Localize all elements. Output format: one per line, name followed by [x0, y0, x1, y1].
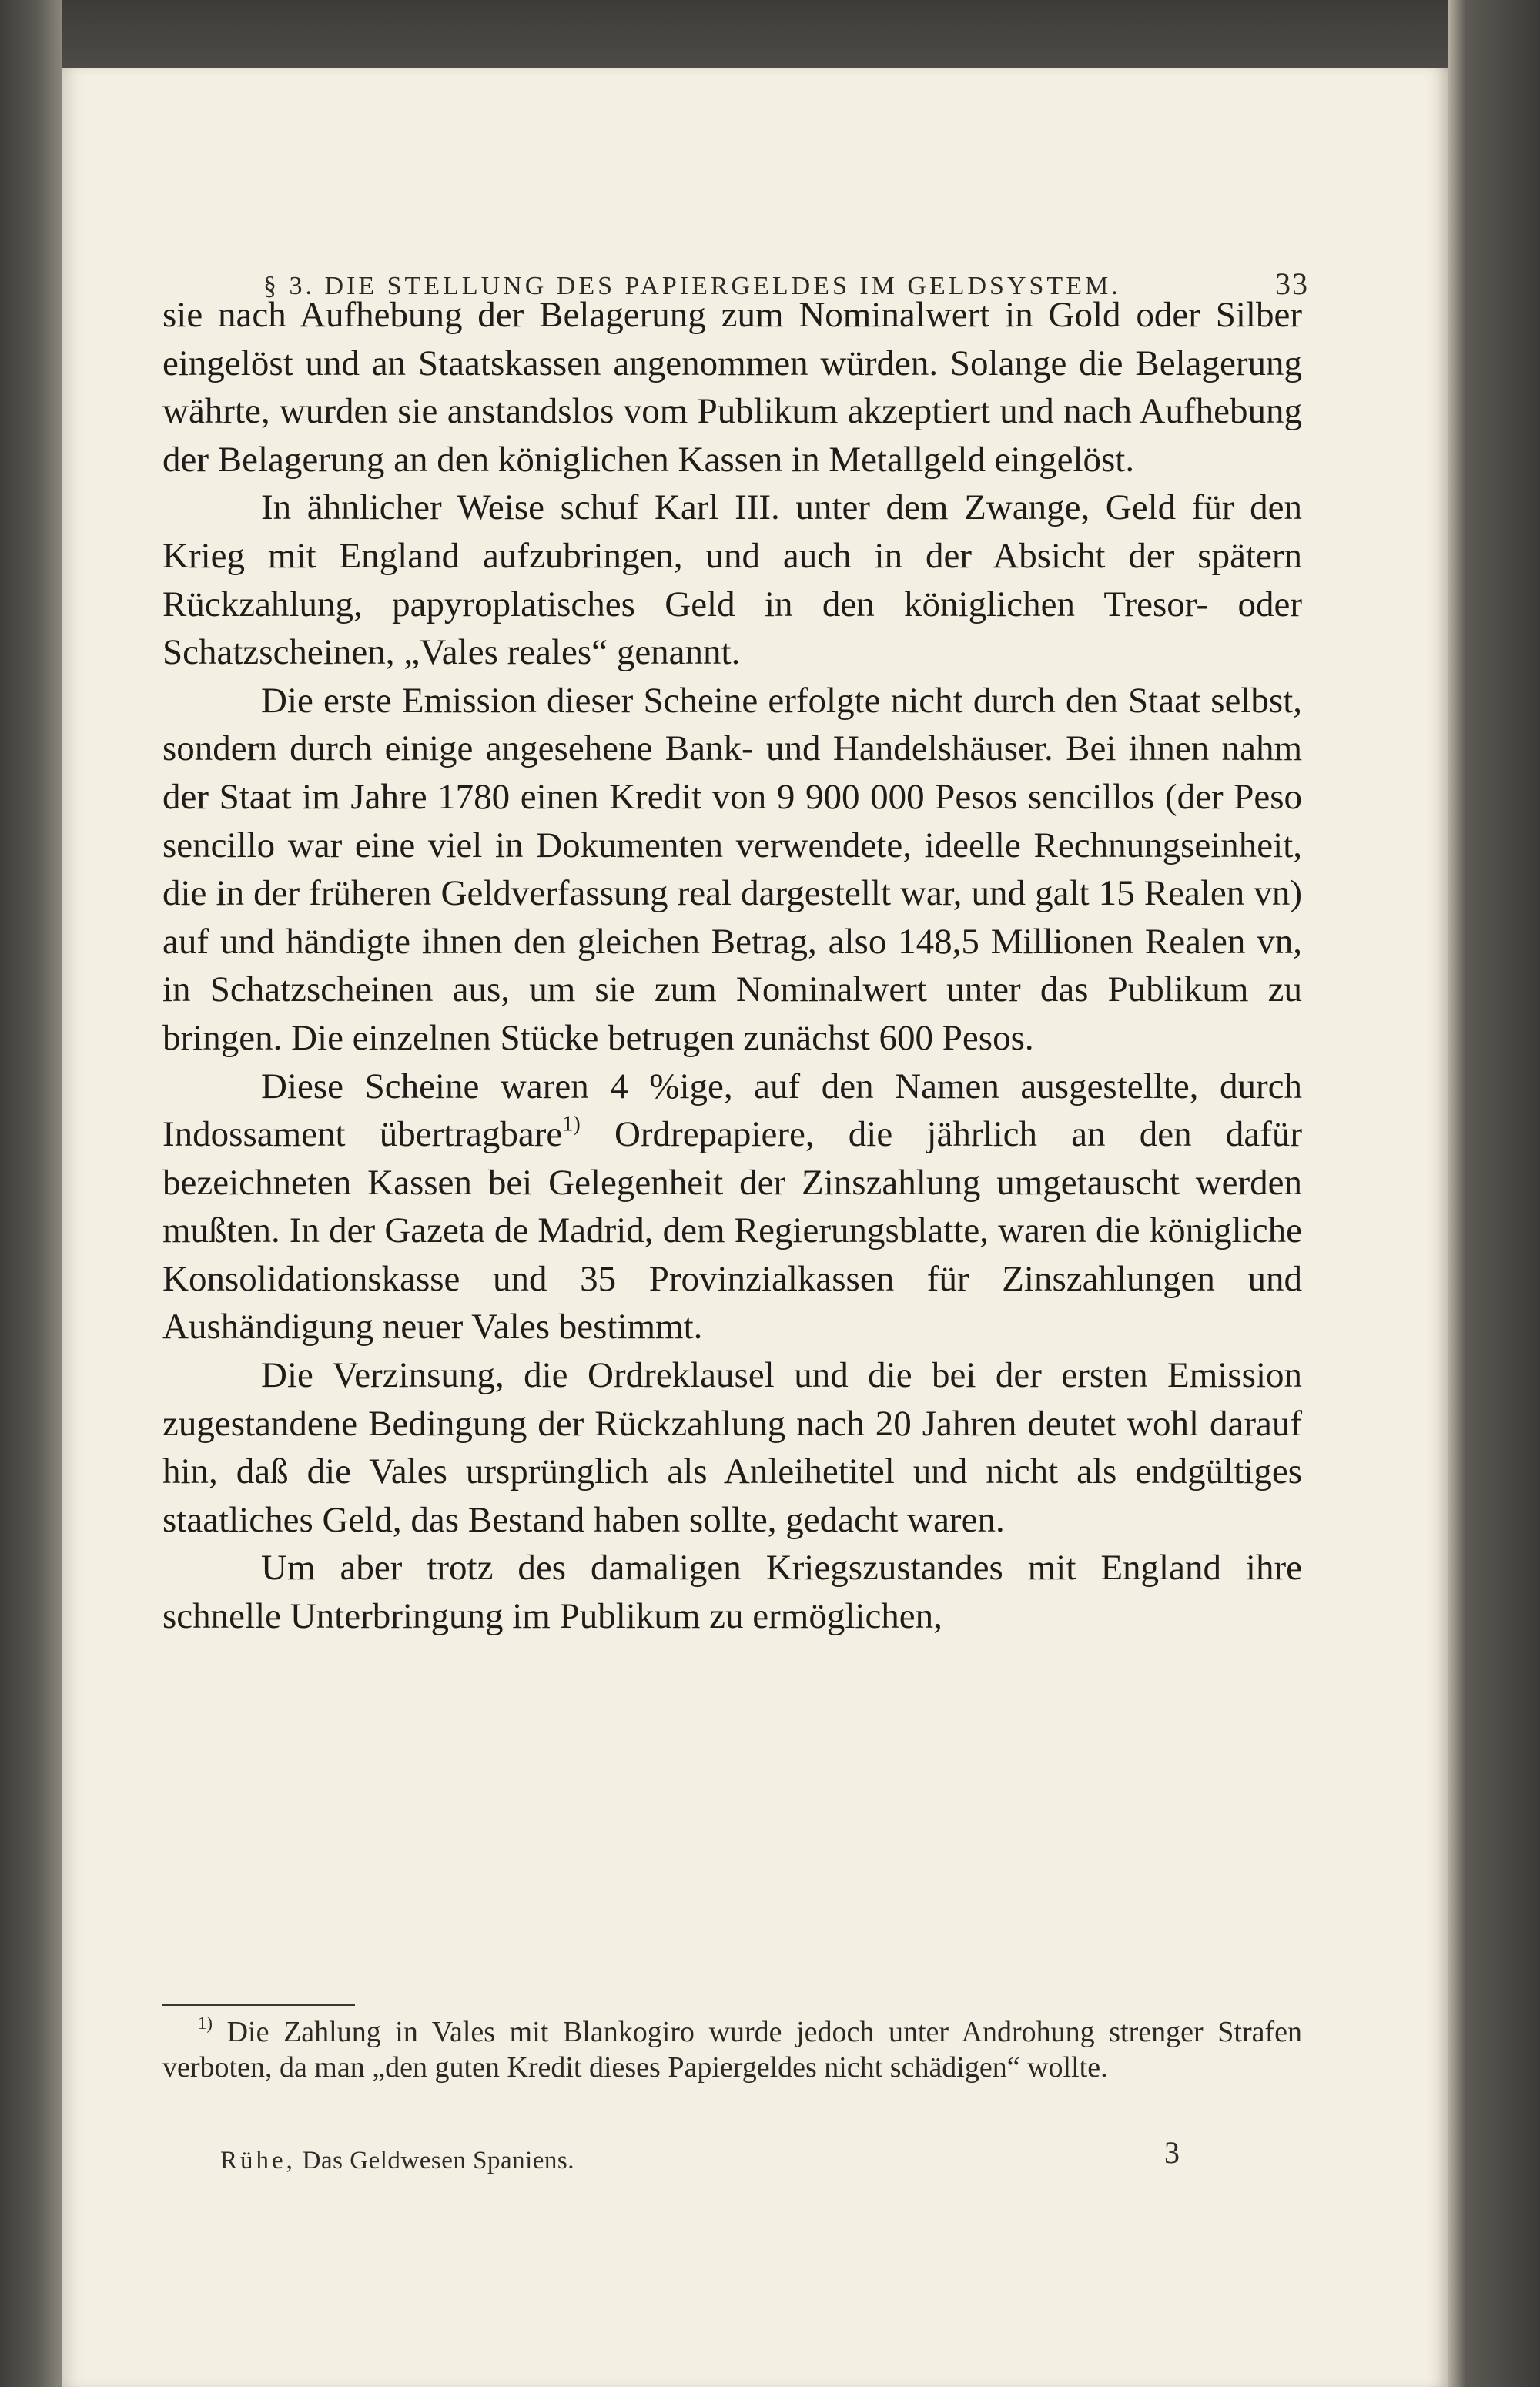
paragraph: Um aber trotz des damaligen Kriegszustandes mit England ihre schnelle Unterbringung im Publikum zu ermöglichen,: [162, 1548, 1302, 1637]
paragraph: In ähnlicher Weise schuf Karl III. unter dem Zwange, Geld für den Krieg mit England aufzubringen, und auch in der Absicht der spätern Rückzahlung, papyroplatisches Geld in den königlichen Tresor- oder Schatzscheinen, „Vales reales“ genannt.: [162, 487, 1302, 673]
signature-title: Das Geldwesen Spaniens.: [302, 2147, 575, 2174]
footnote-text: Die Zahlung in Vales mit Blankogiro wurde jedoch unter Androhung strenger Strafen verboten, da man „den guten Kredit dieses Papiergeldes nicht schädigen“ wollte.: [162, 2016, 1302, 2084]
signature-line: [220, 2147, 574, 2175]
footnote-marker: 1): [198, 2014, 213, 2034]
paragraph: sie nach Aufhebung der Belagerung zum Nominalwert in Gold oder Silber eingelöst und an Staatskassen angenommen würden. Solange die Belagerung währte, wurden sie anstandslos vom Publikum akzeptiert und nach Aufhebung der Belagerung an den königlichen Kassen in Metallgeld eingelöst.: [162, 295, 1302, 480]
footnote: [162, 2014, 1302, 2085]
page-number: 33: [1275, 266, 1309, 301]
book-page: [62, 68, 1448, 2387]
footnote-rule: [162, 2004, 355, 2006]
paragraph: Die erste Emission dieser Scheine erfolgte nicht durch den Staat selbst, sondern durch einige angesehene Bank- und Handelshäuser. Bei ihnen nahm der Staat im Jahre 1780 einen Kredit von 9 900 000 Pesos sencillos (der Peso sencillo war eine viel in Dokumenten verwendete, ideelle Rechnungseinheit, die in der früheren Geldverfassung real dargestellt war, und galt 15 Realen vn) auf und händigte ihnen den gleichen Betrag, also 148,5 Millionen Realen vn, in Schatzscheinen aus, um sie zum Nominalwert unter das Publikum zu bringen. Die einzelnen Stücke betrugen zunächst 600 Pesos.: [162, 680, 1302, 1058]
scan-background-left: [0, 0, 62, 2387]
body-text: [162, 291, 1302, 1641]
running-head-title: § 3. DIE STELLUNG DES PAPIERGELDES IM GELDSYSTEM.: [263, 272, 1121, 300]
sheet-number: 3: [1164, 2135, 1180, 2170]
scan-background-right: [1448, 0, 1540, 2387]
paragraph-text: Ordrepapiere, die jährlich an den dafür bezeichneten Kassen bei Gelegenheit der Zinszahlung umgetauscht werden mußten. In der Gazeta de Madrid, dem Regierungsblatte, waren die königliche Konsolidationskasse und 35 Provinzialkassen für Zinszahlungen und Aushändigung neuer Vales bestimmt.: [162, 1114, 1303, 1348]
paragraph: [162, 1063, 1302, 1352]
signature-author: Rühe,: [220, 2147, 296, 2174]
footnote-reference: 1): [562, 1112, 581, 1137]
scan-background-top: [0, 0, 1540, 68]
paragraph-text: Diese Scheine waren 4 %ige, auf den Namen ausgestellte, durch Indossament übertragbare: [162, 1066, 1302, 1155]
paragraph: Die Verzinsung, die Ordreklausel und die bei der ersten Emission zugestandene Bedingung der Rückzahlung nach 20 Jahren deutet wohl darauf hin, daß die Vales ursprünglich als Anleihetitel und nicht als endgültiges staatliches Geld, das Bestand haben sollte, gedacht waren.: [162, 1355, 1302, 1540]
